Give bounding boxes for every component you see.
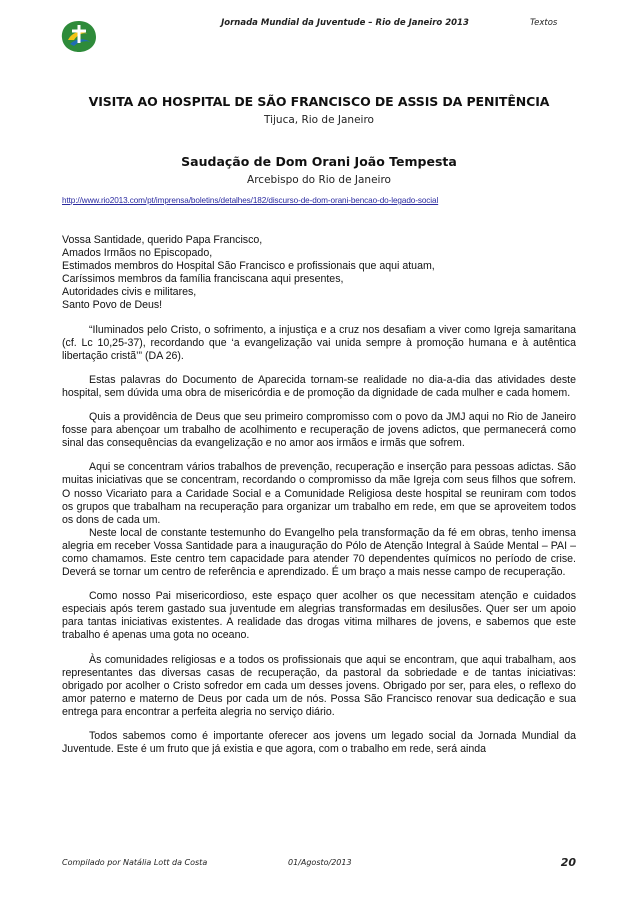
paragraph: Neste local de constante testemunho do Evangelho pela transformação da fé em obras, tenho imensa alegria em receber Vossa Santidade para a inauguração do Pólo de Atenção Integral à Saúde Mental – PAI – como chamamos. Este centro tem capacidade para atender 70 dependentes químicos no período de crise. Deverá se tornar um centro de referência e aprendizado. É um braço a mais nesse campo de recuperação. bbox=[62, 526, 576, 579]
page-number: 20 bbox=[560, 856, 576, 869]
paragraph: Quis a providência de Deus que seu primeiro compromisso com o povo da JMJ aqui no Rio de Janeiro fosse para abençoar um trabalho de acolhimento e recuperação de jovens adictos, que permanecerá como sinal das consequências da evangelização e no amor aos irmãos e irmãs que sofrem. bbox=[62, 411, 576, 450]
paragraph: Como nosso Pai misericordioso, este espaço quer acolher os que necessitam atenção e cuidados especiais após terem gastado sua juventude em alegrias transformadas em desilusões. Quer ser um apoio para tantas iniciativas existentes. A realidade das drogas vitima milhares de jovens, e sabemos que este trabalho é apenas uma gota no oceano. bbox=[62, 590, 576, 642]
speech-body bbox=[62, 234, 576, 767]
greeting-line: Autoridades civis e militares, bbox=[62, 286, 197, 299]
document-location: Tijuca, Rio de Janeiro bbox=[264, 114, 374, 126]
document-title: VISITA AO HOSPITAL DE SÃO FRANCISCO DE ASSIS DA PENITÊNCIA bbox=[88, 94, 550, 109]
footer-date: 01/Agosto/2013 bbox=[288, 858, 352, 867]
author-role: Arcebispo do Rio de Janeiro bbox=[247, 174, 391, 186]
header-title: Jornada Mundial da Juventude – Rio de Janeiro 2013 bbox=[221, 18, 469, 28]
greeting-line: Caríssimos membros da família franciscana aqui presentes, bbox=[62, 273, 344, 286]
paragraph: Todos sabemos como é importante oferecer aos jovens um legado social da Jornada Mundial da Juventude. Este é um fruto que já existia e que agora, com o trabalho em rede, será ainda bbox=[62, 730, 576, 756]
source-link[interactable]: http://www.rio2013.com/pt/imprensa/boletins/detalhes/182/discurso-de-dom-orani-bencao-do-legado-social bbox=[62, 196, 439, 205]
paragraph: Estas palavras do Documento de Aparecida tornam-se realidade no dia-a-dia das atividades deste hospital, sem dúvida uma obra de misericórdia e de promoção da dignidade de cada mulher e cada homem. bbox=[62, 373, 576, 399]
paragraph: “Iluminados pelo Cristo, o sofrimento, a injustiça e a cruz nos desafiam a viver como Igreja samaritana (cf. Lc 10,25-37), recordando que ‘a evangelização vai unida sempre à promoção humana e à autêntica libertação cristã’” (DA 26). bbox=[62, 323, 576, 362]
page-footer bbox=[62, 858, 576, 872]
greeting-line: Amados Irmãos no Episcopado, bbox=[62, 247, 213, 260]
header-section: Textos bbox=[530, 18, 558, 28]
jmj-logo-icon bbox=[58, 18, 100, 54]
speech-heading: Saudação de Dom Orani João Tempesta bbox=[181, 154, 457, 169]
greeting-block bbox=[62, 234, 576, 313]
paragraph: Às comunidades religiosas e a todos os profissionais que aqui se encontram, que aqui trabalham, aos representantes das diversas casas de recuperação, da pastoral da sobriedade e de tantas iniciativas: obrigado por acolher o Cristo sofredor em cada um desses jovens. Obrigado por ser, para eles, o reflexo do amor paterno e materno de Deus por cada um de nós. Possa São Francisco renovar sua dedicação e sua entrega para encontrar a perfeita alegria no serviço diário. bbox=[62, 653, 576, 718]
greeting-line: Santo Povo de Deus! bbox=[62, 299, 163, 312]
paragraph: Aqui se concentram vários trabalhos de prevenção, recuperação e inserção para pessoas adictas. São muitas iniciativas que se concentram, recordando o compromisso da mãe Igreja com seus filhos que sofrem. O nosso Vicariato para a Caridade Social e a Comunidade Religiosa deste hospital se reuniram com todos os grupos que trabalham na recuperação para organizar um trabalho em rede, em que se aproveitem todos os dons de cada um. bbox=[62, 461, 576, 526]
greeting-line: Estimados membros do Hospital São Francisco e profissionais que aqui atuam, bbox=[62, 260, 435, 273]
footer-compiler: Compilado por Natália Lott da Costa bbox=[62, 858, 208, 867]
greeting-line: Vossa Santidade, querido Papa Francisco, bbox=[62, 234, 263, 246]
